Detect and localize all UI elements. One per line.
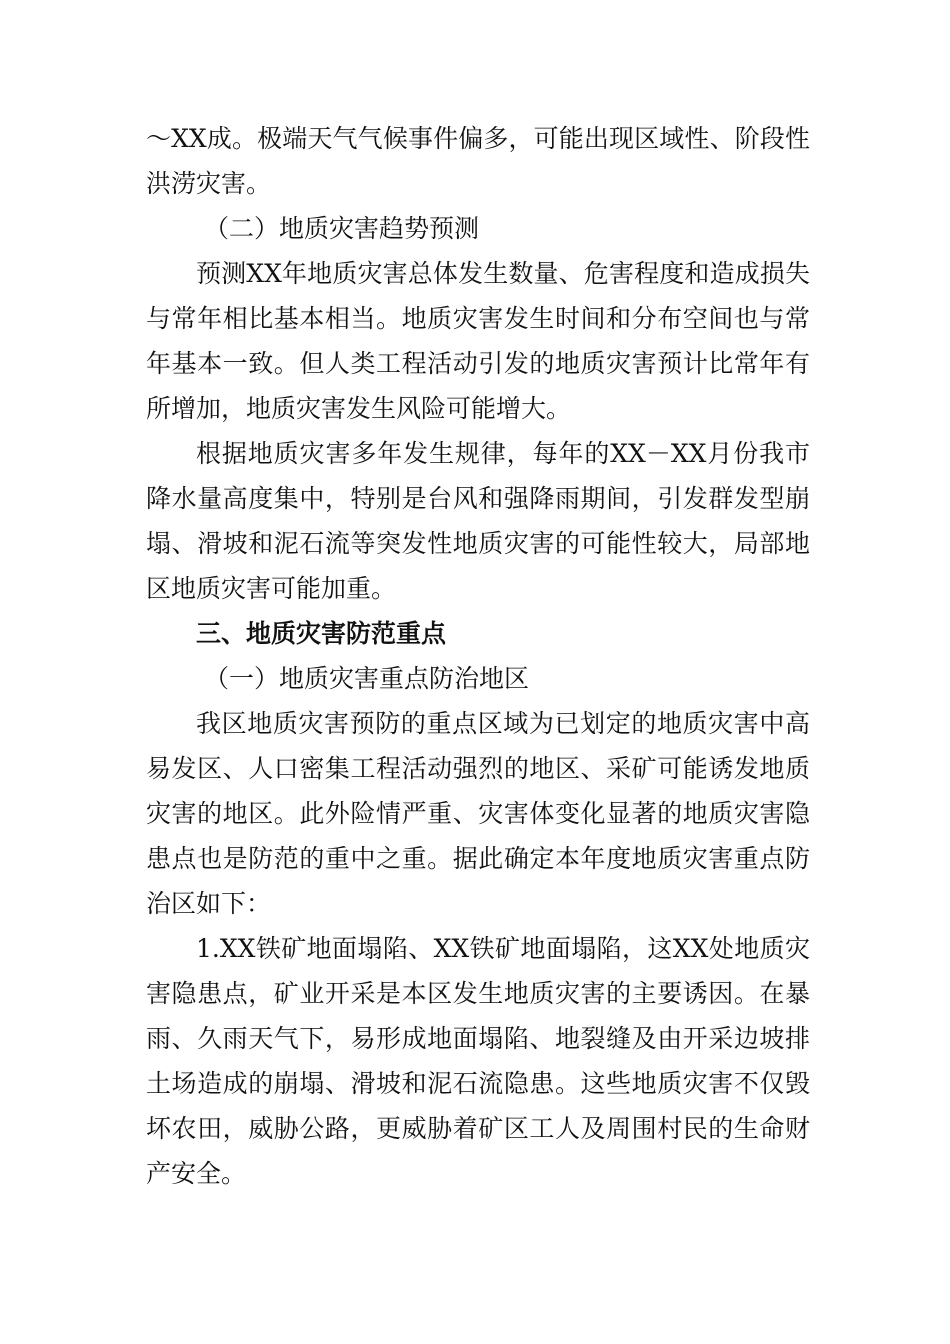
document-body (146, 116, 810, 1196)
subheading-key-areas: （一）地质灾害重点防治地区 (204, 664, 530, 693)
section-heading-prevention-focus: 三、地质灾害防范重点 (196, 619, 447, 648)
paragraph-geohazard-forecast: 预测XX年地质灾害总体发生数量、危害程度和造成损失与常年相比基本相当。地质灾害发生时间和分布空间也与常年基本一致。但人类工程活动引发的地质灾害预计比常年有所增加，地质灾害发生风险可能增大。 (146, 259, 810, 423)
paragraph-flood-forecast-end: ～XX成。极端天气气候事件偏多，可能出现区域性、阶段性洪涝灾害。 (146, 124, 810, 198)
subheading-geohazard-trend: （二）地质灾害趋势预测 (204, 214, 480, 243)
paragraph-key-regions: 我区地质灾害预防的重点区域为已划定的地质灾害中高易发区、人口密集工程活动强烈的地区、采矿可能诱发地质灾害的地区。此外险情严重、灾害体变化显著的地质灾害隐患点也是防范的重中之重。据此确定本年度地质灾害重点防治区如下： (146, 709, 810, 918)
paragraph-seasonal-pattern: 根据地质灾害多年发生规律，每年的XX－XX月份我市降水量高度集中，特别是台风和强降雨期间，引发群发型崩塌、滑坡和泥石流等突发性地质灾害的可能性较大，局部地区地质灾害可能加重。 (146, 439, 810, 603)
paragraph-mine-collapse: 1.XX铁矿地面塌陷、XX铁矿地面塌陷，这XX处地质灾害隐患点，矿业开采是本区发生地质灾害的主要诱因。在暴雨、久雨天气下，易形成地面塌陷、地裂缝及由开采边坡排土场造成的崩塌、滑坡和泥石流隐患。这些地质灾害不仅毁坏农田，威胁公路，更威胁着矿区工人及周围村民的生命财产安全。 (146, 934, 810, 1188)
